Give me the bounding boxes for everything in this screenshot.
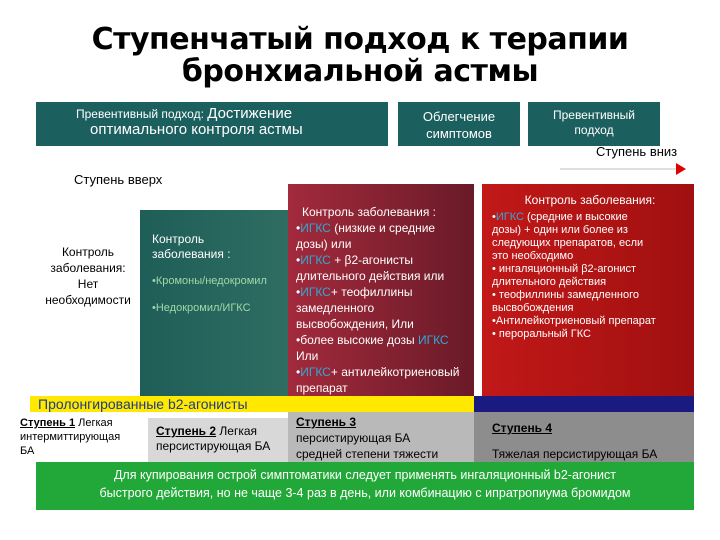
col4-head: Контроль заболевания:: [524, 193, 656, 207]
step3-control-column: [288, 184, 474, 396]
col4-l4: это необходимо: [492, 250, 574, 262]
col4-l3: следующих препаратов, если: [492, 237, 644, 249]
step-1-severity: Легкая: [75, 417, 113, 429]
step-1-label: [20, 416, 148, 462]
col1-line-4: необходимости: [45, 293, 131, 307]
col3-l5c: + теофиллины: [330, 285, 413, 299]
col3-l1b: ИГКС: [300, 221, 331, 235]
preventive-approach-box-2: [528, 102, 660, 146]
col3-l3b: ИГКС: [300, 253, 331, 267]
step-3-title: Ступень 3: [296, 415, 357, 429]
col4-l5: • ингаляционный β2-агонист: [492, 263, 637, 275]
col4-l10: • пероральный ГКС: [492, 328, 591, 340]
col3-l5a: •: [296, 285, 301, 299]
step-3-label: [288, 412, 474, 462]
step-4-type: Тяжелая персистирующая БА: [492, 447, 658, 461]
col3-l2: дозы) или: [296, 237, 352, 251]
step-2-label: [148, 418, 288, 462]
step-3-type: персистирующая БА: [296, 431, 411, 445]
symptom-relief-box: [398, 102, 520, 146]
col1-line-2: заболевания:: [50, 261, 126, 275]
col3-l10a: •: [296, 365, 301, 379]
col2-bullet-2: •Недокромил/ИГКС: [152, 302, 251, 314]
preventive-goal-1: Достижение: [207, 105, 293, 122]
col4-l2: дозы) + один или более из: [492, 224, 628, 236]
step1-control-column: [36, 224, 140, 396]
col3-l4: длительного действия или: [296, 269, 445, 283]
step-1-type: интермиттирующая: [20, 431, 121, 443]
col3-l3c: + β2-агонисты: [330, 253, 414, 267]
col3-l5b: ИГКС: [300, 285, 331, 299]
col3-l8b: ИГКС: [417, 333, 449, 347]
step4-control-column: [482, 184, 694, 396]
col4-l7: • теофиллины замедленного: [492, 289, 639, 301]
slide-title: [0, 24, 720, 88]
step-down-label: Ступень вниз: [596, 144, 678, 159]
col3-l7: высвобождения, Или: [296, 317, 414, 331]
preventive-goal-2: оптимального контроля астмы: [90, 121, 303, 138]
step-2-title: Ступень 2: [156, 424, 217, 438]
navy-band: [474, 396, 694, 412]
col4-l1c: (средние и высокие: [523, 211, 628, 223]
col2-head-2: заболевания :: [152, 247, 231, 261]
col2-head-1: Контроль: [152, 232, 205, 246]
step-1-suffix: БА: [20, 445, 35, 457]
footer-note: [36, 462, 694, 510]
col3-l11: препарат: [296, 381, 348, 395]
title-line-1: Ступенчатый подход к терапии: [91, 22, 629, 57]
step-4-title: Ступень 4: [492, 421, 553, 435]
arrow-right-icon: [676, 163, 686, 175]
footer-line-2: быстрого действия, но не чаще 3-4 раз в день, или комбинацию с ипратропиума бромидом: [99, 486, 631, 500]
footer-line-1: Для купирования острой симптоматики следует применять ингаляционный b2-агонист: [113, 468, 617, 482]
col3-l10b: ИГКС: [300, 365, 331, 379]
col4-l6: длительного действия: [492, 276, 607, 288]
col4-l9: •Антилейкотриеновый препарат: [492, 315, 656, 327]
col3-l1c: (низкие и средние: [330, 221, 436, 235]
prolonged-agonists-band: Пролонгированные b2-агонисты: [30, 396, 474, 412]
col3-l9: Или: [296, 349, 319, 363]
col3-l10c: + антилейкотриеновый: [330, 365, 460, 379]
step-4-label: [474, 412, 694, 462]
preventive2-line-2: подход: [574, 123, 614, 137]
relief-line-2: симптомов: [426, 126, 492, 141]
col4-l1b: ИГКС: [495, 211, 524, 223]
relief-line-1: Облегчение: [422, 109, 496, 124]
col4-l1a: •: [492, 211, 496, 223]
step-1-title: Ступень 1: [20, 417, 76, 429]
col3-l8a: •более высокие дозы: [296, 333, 418, 347]
step-3-severity: средней степени тяжести: [296, 447, 439, 461]
step-2-severity: Легкая: [216, 424, 258, 438]
col1-line-3: Нет: [77, 277, 99, 291]
col3-l1a: •: [296, 221, 301, 235]
col3-l3a: •: [296, 253, 301, 267]
col2-bullet-1: •Кромоны/недокромил: [152, 275, 267, 287]
title-line-2: бронхиальной астмы: [181, 54, 539, 89]
col3-l6: замедленного: [296, 301, 375, 315]
step-up-label: Ступень вверх: [74, 172, 163, 187]
step2-control-column: [140, 210, 288, 396]
col3-head: Контроль заболевания :: [302, 205, 437, 219]
preventive2-line-1: Превентивный: [552, 108, 636, 122]
preventive-prefix: Превентивный подход:: [76, 107, 204, 121]
col4-l8: высвобождения: [492, 302, 574, 314]
step-2-type: персистирующая БА: [156, 439, 271, 453]
step-down-arrow-line: [560, 168, 678, 170]
col1-line-1: Контроль: [61, 245, 115, 259]
preventive-approach-box: [36, 102, 388, 146]
